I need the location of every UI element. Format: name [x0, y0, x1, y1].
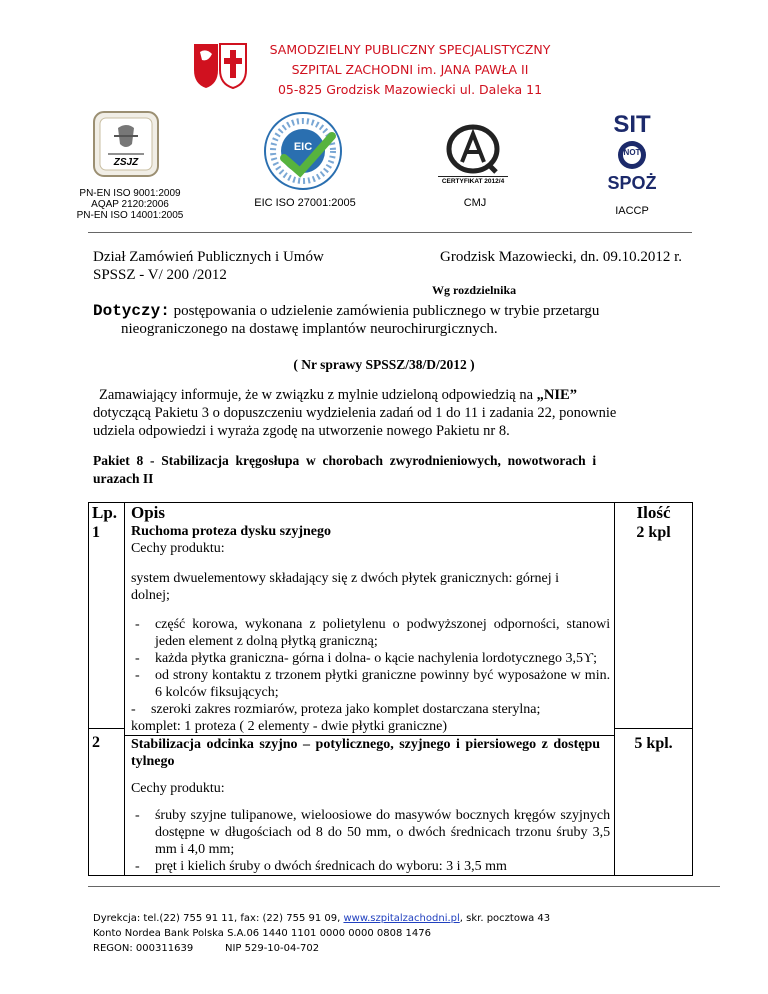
hospital-name-line1: SAMODZIELNY PUBLICZNY SPECJALISTYCZNY [269, 42, 551, 57]
cmj-cert-caption: CMJ [463, 197, 487, 209]
eic-cert-caption: EIC ISO 27001:2005 [254, 197, 356, 209]
addressee: Wg rozdzielnika [432, 283, 517, 297]
row-2-features-label: Cechy produktu: [130, 781, 225, 796]
sit-label: SIT [613, 111, 651, 138]
zsjz-cert-line1: PN-EN ISO 9001:2009 [79, 188, 181, 199]
subject-text: postępowania o udzielenie zamówienia publicznego w trybie przetargu [169, 303, 600, 319]
list-item: - szeroki zakres rozmiarów, proteza jako komplet dostarczana sterylna; [130, 702, 541, 717]
body-text-line2: dotyczącą Pakietu 3 o dopuszczeniu wydzielenia zadań od 1 do 11 i zadania 22, ponownie [93, 405, 617, 421]
package-table [88, 502, 693, 876]
place-date: Grodzisk Mazowiecki, dn. 09.10.2012 r. [440, 249, 683, 265]
reference-number: SPSSZ - V/ 200 /2012 [93, 267, 227, 283]
opis-header: Opis [130, 503, 165, 522]
zsjz-cert-line3: PN-EN ISO 14001:2005 [76, 210, 184, 221]
body-answer-no: „NIE” [536, 387, 577, 403]
list-item: - część korowa, wykonana z polietylenu o podwyższonej odporności, stanowi jeden element z dolną płytką graniczną; [134, 617, 611, 649]
hospital-name-line2: SZPITAL ZACHODNI im. JANA PAWŁA II [291, 62, 529, 77]
sit-not-spoz-logo [604, 112, 660, 198]
eic-cert-logo [262, 110, 344, 192]
ilosc-header: Ilość [636, 503, 671, 522]
body-text: Zamawiający informuje, że w związku z mylnie udzieloną odpowiedzią na [99, 387, 537, 403]
cmj-badge-text: CERTYFIKAT 2012/4 [438, 176, 508, 185]
hospital-address: 05-825 Grodzisk Mazowiecki ul. Daleka 11 [277, 82, 543, 97]
row-1-quantity: 2 kpl [636, 524, 671, 541]
cmj-cert-logo [438, 122, 508, 186]
not-label: NOT [623, 148, 641, 157]
package-title: Pakiet 8 - Stabilizacja kręgosłupa w chorobach zwyrodnieniowych, nowotworach i [93, 453, 597, 468]
zsjz-cert-line2: AQAP 2120:2006 [91, 199, 169, 210]
zsjz-cert-logo [92, 110, 160, 178]
row-1-number: 1 [92, 524, 100, 541]
spoz-label: SPOŻ [607, 173, 657, 193]
row-1-title: Ruchoma proteza dysku szyjnego [130, 524, 331, 539]
row-2-title: Stabilizacja odcinka szyjno – potylicznego, szyjnego i piersiowego z dostępu tylnego [130, 737, 601, 769]
footer-contact: Dyrekcja: tel.(22) 755 91 11, fax: (22) 755 91 09, [93, 913, 344, 924]
website-link[interactable]: www.szpitalzachodni.pl [343, 913, 460, 924]
lp-header: Lp. [92, 503, 118, 522]
zsjz-label: ZSJZ [113, 157, 139, 168]
footer-bank-account: Konto Nordea Bank Polska S.A.06 1440 1101 0000 0000 0808 1476 [93, 928, 431, 939]
list-item: - każda płytka graniczna- górna i dolna- o kącie nachylenia lordotycznego 3,5ϒ; [134, 651, 597, 666]
list-item: - pręt i kielich śruby o dwóch średnicach do wyboru: 3 i 3,5 mm [134, 859, 507, 874]
iaccp-caption: IACCP [615, 205, 649, 217]
row-2-quantity: 5 kpl. [634, 735, 673, 752]
table-row [89, 503, 693, 876]
row-1-intro: system dwuelementowy składający się z dwóch płytek granicznych: górnej i dolnej; [130, 571, 560, 603]
footer-divider [88, 886, 720, 887]
department-name: Dział Zamówień Publicznych i Umów [93, 249, 324, 265]
row-1-features-label: Cechy produktu: [130, 541, 225, 556]
subject-text-continued: nieograniczonego na dostawę implantów neurochirurgicznych. [121, 321, 498, 337]
list-item: - śruby szyjne tulipanowe, wieloosiowe do masywów bocznych kręgów szyjnych dostępne w długościach od 8 do 50 mm, o dwóch średnicach trzonu śruby 3,5 mm i 4,0 mm; [134, 808, 611, 857]
row-1-note: komplet: 1 proteza ( 2 elementy - dwie płytki graniczne) [130, 719, 448, 734]
eic-label: EIC [293, 141, 313, 153]
case-number: ( Nr sprawy SPSSZ/38/D/2012 ) [293, 357, 475, 372]
body-text-line3: udziela odpowiedzi i wyraża zgodę na utworzenie nowego Pakietu nr 8. [93, 423, 510, 439]
list-item: - od strony kontaktu z trzonem płytki graniczne powinny być wyposażone w min. 6 kolców fiksujących; [134, 668, 611, 700]
subject-label: Dotyczy: [93, 302, 170, 320]
row-2-number: 2 [92, 734, 100, 751]
package-title-continued: urazach II [93, 471, 154, 486]
footer-pobox: , skr. pocztowa 43 [459, 913, 551, 924]
header-divider [88, 232, 692, 233]
footer-regon-nip: REGON: 000311639 NIP 529-10-04-702 [93, 943, 320, 954]
